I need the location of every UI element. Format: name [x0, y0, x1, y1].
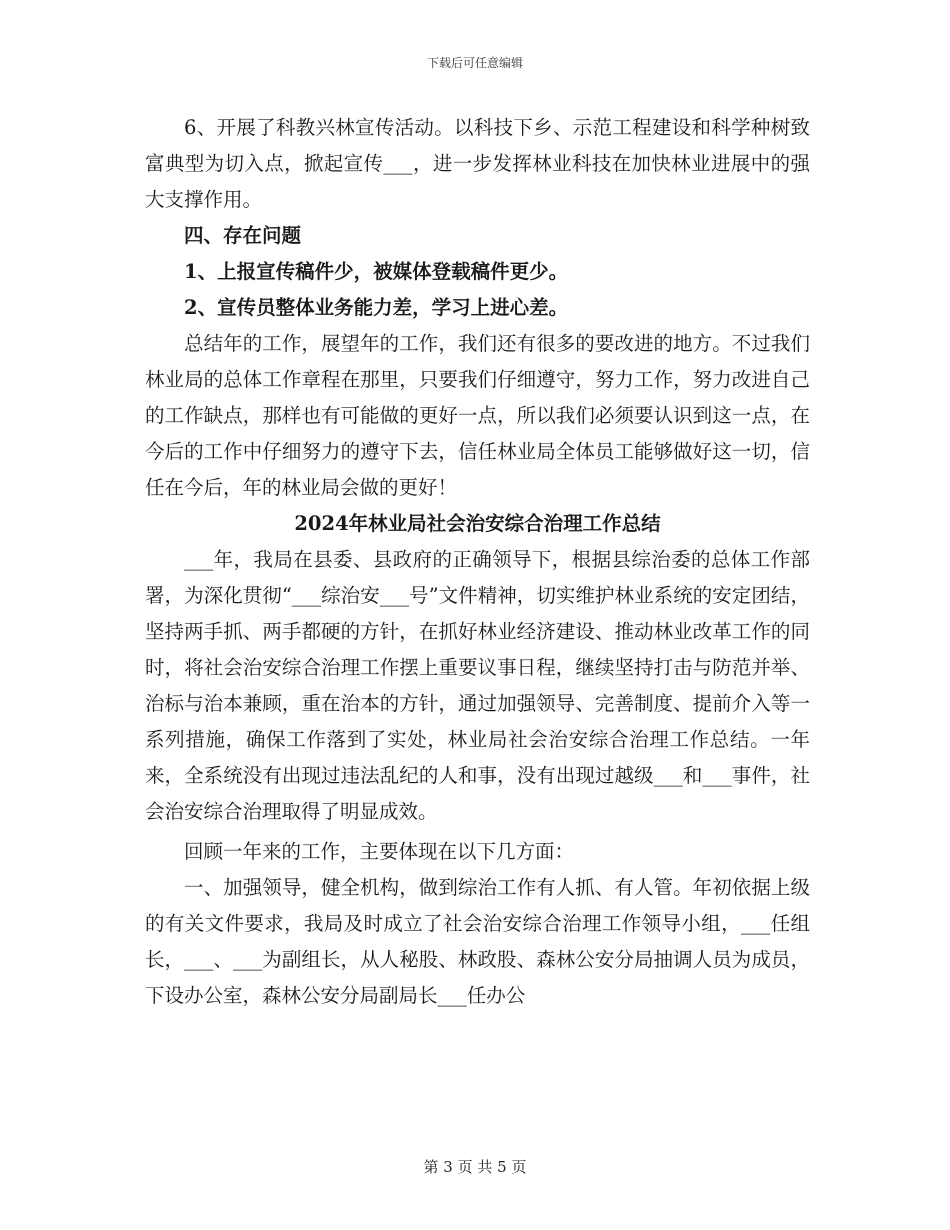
document-body — [145, 110, 810, 1014]
document-title: 2024年林业局社会治安综合治理工作总结 — [294, 512, 661, 535]
problem-item-1: 1、上报宣传稿件少，被媒体登载稿件更少。 — [184, 260, 569, 283]
section-heading-problems: 四、存在问题 — [184, 224, 302, 247]
page-footer: 第 3 页 共 5 页 — [423, 1158, 527, 1176]
intro-paragraph: ___年，我局在县委、县政府的正确领导下，根据县综治委的总体工作部署，为深化贯彻“___综治安___号”文件精神，切实维护林业系统的安定团结，坚持两手抓、两手都硬的方针，在抓好林业经济建设、推动林业改革工作的同时，将社会治安综合治理工作摆上重要议事日程，继续坚持打击与防范并举、治标与治本兼顾，重在治本的方针，通过加强领导、完善制度、提前介入等一系列措施，确保工作落到了实处，林业局社会治安综合治理工作总结。一年来，全系统没有出现过违法乱纪的人和事，没有出现过越级___和___事件，社会治安综合治理取得了明显成效。 — [145, 548, 810, 823]
summary-paragraph: 总结年的工作，展望年的工作，我们还有很多的要改进的地方。不过我们林业局的总体工作章程在那里，只要我们仔细遵守，努力工作，努力改进自己的工作缺点，那样也有可能做的更好一点，所以我们必须要认识到这一点，在今后的工作中仔细努力的遵守下去，信任林业局全体员工能够做好这一切，信任在今后，年的林业局会做的更好！ — [145, 332, 810, 499]
section-one-paragraph: 一、加强领导，健全机构，做到综治工作有人抓、有人管。年初依据上级的有关文件要求，我局及时成立了社会治安综合治理工作领导小组，___任组长，___、___为副组长，从人秘股、林政股、森林公安分局抽调人员为成员，下设办公室，森林公安分局副局长___任办公 — [145, 876, 810, 1007]
problem-item-2: 2、宣传员整体业务能力差，学习上进心差。 — [184, 296, 569, 319]
review-paragraph: 回顾一年来的工作，主要体现在以下几方面： — [184, 840, 575, 863]
paragraph-item-6: 6、开展了科教兴林宣传活动。以科技下乡、示范工程建设和科学种树致富典型为切入点，掀起宣传___，进一步发挥林业科技在加快林业进展中的强大支撑作用。 — [145, 116, 810, 211]
page-header: 下载后可任意编辑 — [426, 56, 523, 70]
